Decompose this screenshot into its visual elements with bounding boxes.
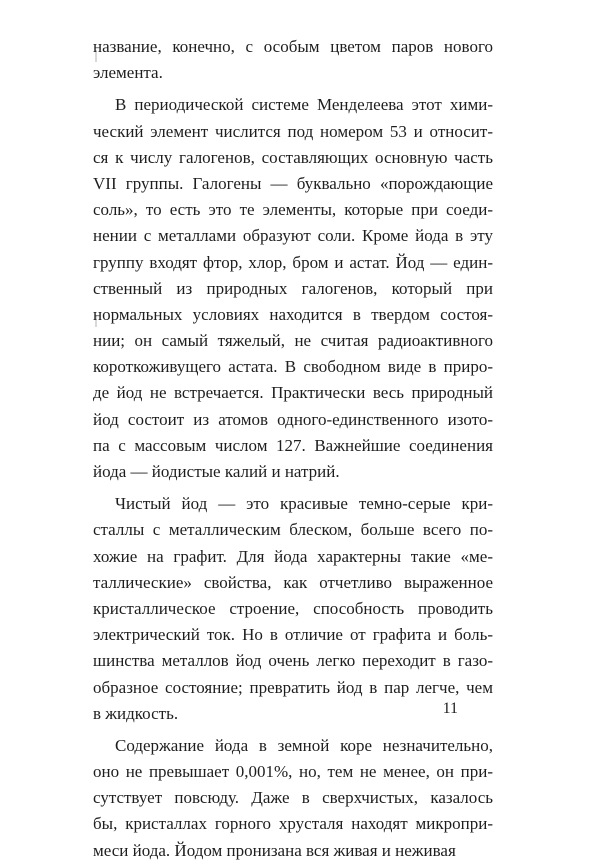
text-line: па с массовым числом 127. Важнейшие соединения	[93, 435, 493, 455]
text-line: меси йода. Йодом пронизана вся живая и неживая	[93, 840, 456, 860]
text-line: Чистый йод — это красивые темно-серые кри-	[115, 494, 493, 514]
text-line: ственный из природных галогенов, который при	[93, 278, 493, 298]
text-line: в жидкость.	[93, 703, 179, 723]
page-number: 11	[442, 700, 458, 717]
text-line: образное состояние; превратить йод в пар легче, чем	[93, 677, 493, 697]
text-line: йод состоит из атомов одного-единственного изото-	[93, 409, 493, 429]
body-text	[93, 34, 493, 864]
text-line: кристаллическое строение, способность проводить	[93, 598, 493, 618]
text-line: сталлы с металлическим блеском, больше всего по-	[93, 520, 493, 540]
text-line: хожие на графит. Для йода характерны такие «ме-	[93, 546, 493, 566]
paragraph	[93, 92, 493, 485]
text-line: короткоживущего астата. В свободном виде в приро-	[93, 357, 493, 377]
text-line: Содержание йода в земной коре незначительно,	[115, 735, 493, 755]
text-line: нормальных условиях находится в твердом состоя-	[93, 304, 493, 324]
text-line: бы, кристаллах горного хрусталя находят микропри-	[93, 814, 493, 834]
text-line: группу входят фтор, хлор, бром и астат. Йод — един-	[93, 252, 493, 272]
text-line: ческий элемент числится под номером 53 и относит-	[93, 121, 493, 141]
text-line: де йод не встречается. Практически весь природный	[93, 383, 493, 403]
text-line: оно не превышает 0,001%, но, тем не менее, он при-	[93, 762, 493, 782]
text-line: электрический ток. Но в отличие от графита и боль-	[93, 625, 493, 645]
text-line: таллические» свойства, как отчетливо выраженное	[93, 572, 493, 592]
text-line: сутствует повсюду. Даже в сверхчистых, казалось	[93, 788, 493, 808]
text-line: элемента.	[93, 63, 163, 83]
text-line: шинства металлов йод очень легко переходит в газо-	[93, 651, 493, 671]
text-line: соль», то есть это те элементы, которые при соеди-	[93, 200, 493, 220]
text-line: название, конечно, с особым цветом паров нового	[93, 37, 493, 56]
text-line: йода — йодистые калий и натрий.	[93, 462, 340, 481]
paragraph	[93, 491, 493, 727]
text-line: В периодической системе Менделеева этот хими-	[115, 95, 493, 115]
text-line: нении с металлами образуют соли. Кроме йода в эту	[93, 226, 493, 246]
text-line: VII группы. Галогены — буквально «порождающие	[93, 173, 493, 193]
paragraph	[93, 34, 493, 86]
text-line: нии; он самый тяжелый, не считая радиоактивного	[93, 331, 493, 351]
text-line: ся к числу галогенов, составляющих основную часть	[93, 147, 493, 167]
paragraph	[93, 733, 493, 864]
